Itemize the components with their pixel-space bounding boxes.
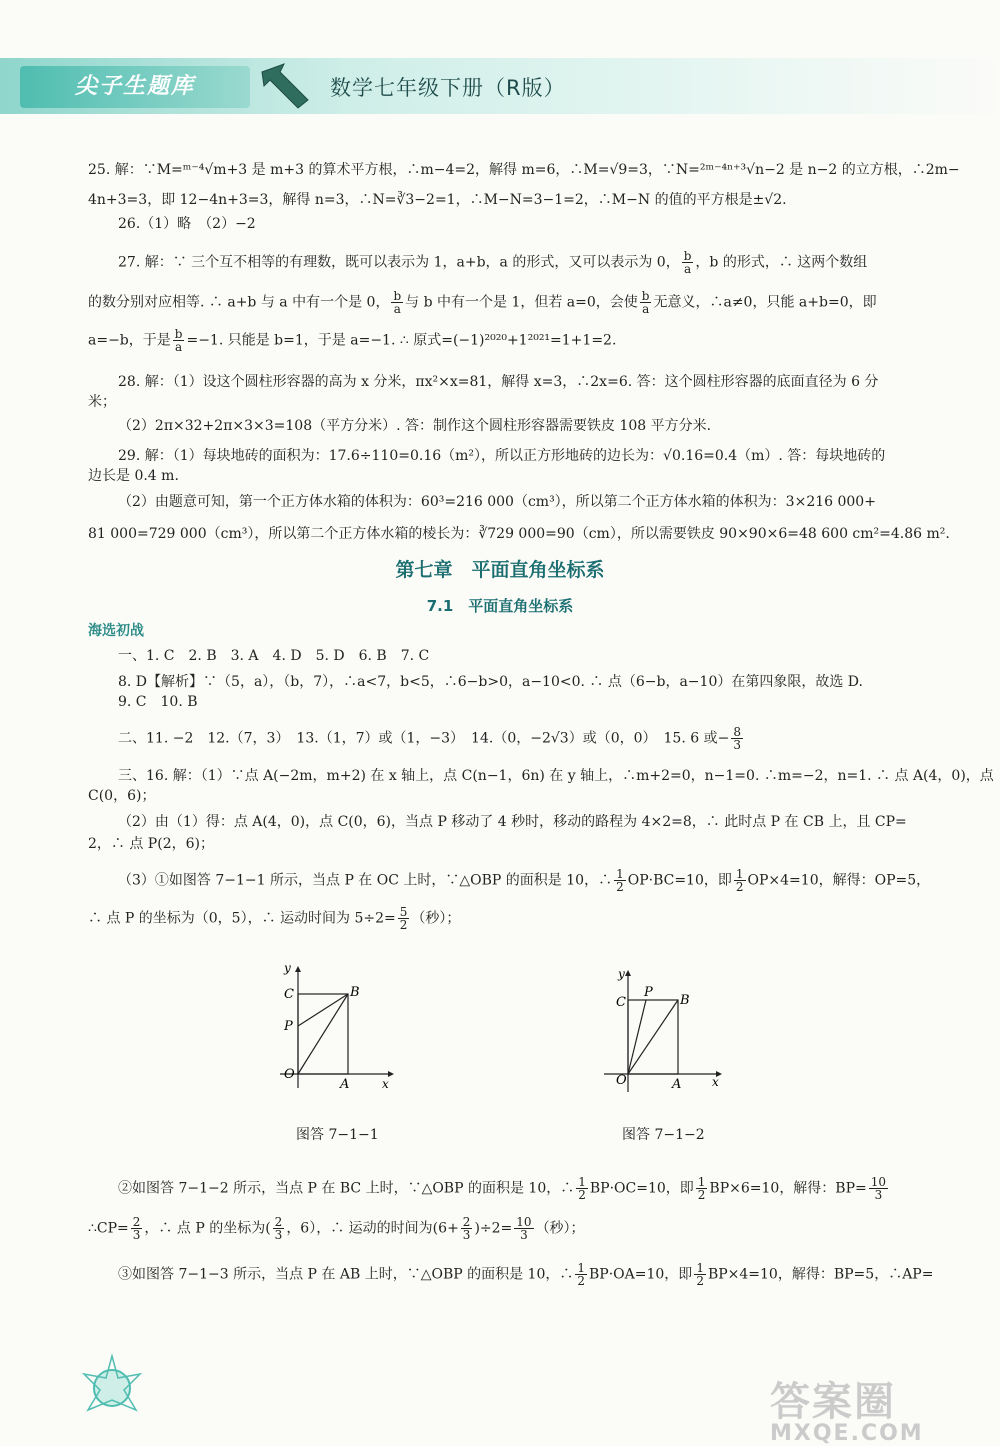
numerator: 2 [274,1215,283,1229]
text: 无意义，∴a≠0，只能 a+b=0，即 [653,294,877,311]
y-axis-arrow [625,970,631,976]
text: 的数分别对应相等. ∴ a+b 与 a 中有一个是 0， [88,294,390,311]
text: ∴CP= [88,1220,129,1237]
denominator: 2 [697,1188,706,1202]
label-P: P [284,1019,293,1034]
text: BP·OA=10，即 [589,1266,693,1283]
denominator: 2 [578,1188,586,1202]
label-y: y [618,967,625,981]
answer-29-line2: 边长是 0.4 m. [88,468,179,484]
numerator: b [174,327,183,341]
denominator: 2 [577,1274,586,1288]
answer-27-line1 [118,250,948,275]
answer-16-line2: C(0，6)； [88,788,156,804]
text: ，6），∴ 运动的时间为 [286,1220,433,1237]
text: a=−b，于是 [88,332,171,349]
denominator: a [393,302,401,316]
text: ②如图答 7−1−2 所示，当点 P 在 BC 上时，∵△OBP 的面积是 10，∴ [118,1180,575,1197]
answer-29-line1: 29. 解：（1）每块地砖的面积为：17.6÷110=0.16（m²），所以正方形地砖的边长为：√0.16=0.4（m）. 答：每块地砖的 [118,448,886,464]
segment-OB [628,1000,678,1074]
numerator: 1 [735,867,744,881]
text: （3）①如图答 7−1−1 所示，当点 P 在 OC 上时，∵△OBP 的面积是 10，∴ [118,872,613,889]
answers-11-15 [118,726,948,751]
numerator: 1 [577,1261,586,1275]
numerator: 10 [516,1215,532,1229]
text: （秒）； [535,1220,585,1237]
numerator: 1 [696,1261,704,1275]
numerator: 8 [733,725,741,739]
text: OP·BC=10，即 [627,872,732,889]
figure-7-1-2 [600,966,730,1096]
fraction [461,1216,473,1241]
answer-16-line5 [118,868,948,893]
page-number-badge-icon [72,1350,162,1420]
denominator: 3 [520,1228,528,1242]
denominator: a [175,340,183,354]
section-tag: 海选初战 [88,623,144,639]
answers-9-10: 9. C 10. B [118,694,198,710]
fraction [131,1216,143,1241]
chapter-title: 第七章 平面直角坐标系 [395,559,605,581]
answer-27-line3 [88,328,948,353]
book-title: 数学七年级下册（R版） [330,76,566,100]
denominator: 3 [274,1228,283,1242]
answer-29-line3: （2）由题意可知，第一个正方体水箱的体积为：60³=216 000（cm³），所以第二个正方体水箱的体积为：3×216 000+ [118,494,876,510]
fraction [731,726,743,751]
numerator: 1 [697,1175,706,1189]
denominator: a [683,262,692,276]
denominator: 3 [733,738,741,752]
answers-1-7: 一、1. C 2. B 3. A 4. D 5. D 6. B 7. C [118,648,430,664]
fraction [273,1216,285,1241]
answer-28-line3: （2）2π×32+2π×3×3=108（平方分米）. 答：制作这个圆柱形容器需要铁皮 108 平方分米. [118,418,712,434]
denominator: 3 [132,1228,141,1242]
text: ，b 的形式，∴ 这两个数组 [695,254,868,271]
denominator: 2 [696,1274,704,1288]
answer-16-line3: （2）由（1）得：点 A(4，0)，点 C(0，6)，当点 P 移动了 4 秒时，移动的路程为 4×2=8，∴ 此时点 P 在 CB 上，且 CP= [118,814,907,830]
section-title: 7.1 平面直角坐标系 [426,597,574,615]
label-x: x [382,1077,389,1090]
text: ÷2= [479,1220,513,1237]
text: 二、11. −2 12.（7，3） 13.（1，7）或（1，−3） 14.（0，−2√3）或（0，0） 15. 6 或− [118,730,730,747]
fraction [614,868,626,893]
text: 与 b 中有一个是 1，但若 a=0，会使 [405,294,638,311]
answer-26: 26.（1）略 （2）−2 [118,216,256,232]
text: =−1. 只能是 b=1，于是 a=−1. ∴ 原式=(−1)²⁰²⁰+1²⁰²¹=1+1=2. [186,332,617,349]
fraction [640,290,652,315]
fraction [694,1262,706,1287]
watermark [770,1370,924,1446]
answer-16-part2-line1 [118,1176,978,1201]
text: BP·OC=10，即 [589,1180,694,1197]
fraction [576,1176,588,1201]
fraction [173,328,185,353]
text: OP×4=10，解得：OP=5， [747,872,931,889]
fraction [398,906,410,931]
segment-OB [298,994,348,1074]
denominator: 2 [735,880,744,894]
segment-PB [298,994,348,1026]
numerator: b [683,249,692,263]
figure-caption-2: 图答 7−1−2 [622,1127,705,1143]
answer-16-part2-line2: ∴CP= $\frac{2}{3}$ ，∴ 点 P 的坐标为( $\frac{2}{3}$ ，6），∴ 运动的时间为(6+ $\frac{2}{3}$ )÷2= $\frac{10}{3}$ （秒）； [88,1215,585,1242]
text: BP×6=10，解得：BP= [709,1180,867,1197]
watermark-url: MXQE.COM [770,1421,924,1446]
numerator: 1 [616,867,624,881]
fraction [869,1176,888,1201]
label-x: x [712,1075,719,1089]
fraction [391,290,403,315]
numerator: b [393,289,402,303]
fraction [575,1262,587,1287]
text: ∴ 点 P 的坐标为（0，5），∴ 运动时间为 5÷2= [88,910,396,927]
numerator: 2 [462,1215,471,1229]
answer-16-line1: 三、16. 解：（1）∵点 A(−2m，m+2) 在 x 轴上，点 C(n−1，6n) 在 y 轴上，∴m+2=0，n−1=0. ∴m=−2，n=1. ∴ 点 A(4，0)，点 [118,768,994,784]
segment-OP [628,1000,646,1074]
fraction [734,868,746,893]
text: ，∴ 点 P 的坐标为 [144,1220,266,1237]
label-A: A [340,1077,350,1090]
label-O: O [616,1073,627,1088]
label-C: C [284,987,294,1002]
text: BP×4=10，解得：BP=5，∴AP= [707,1266,934,1283]
denominator: 3 [462,1228,471,1242]
arrow-icon [258,62,310,110]
figure-caption-1: 图答 7−1−1 [296,1127,379,1143]
numerator: 1 [578,1175,586,1189]
watermark-main: 答案圈 [770,1379,896,1425]
answer-8: 8. D【解析】∵（5，a），（b，7），∴a<7，b<5，∴6−b>0，a−10<0. ∴ 点（6−b，a−10）在第四象限，故选 D. [118,674,863,690]
answer-27-line2 [88,290,948,315]
answer-16-line6 [88,906,948,931]
figure-7-1-1 [270,960,400,1090]
numerator: 10 [870,1175,887,1189]
label-y: y [284,961,291,975]
y-axis-arrow [295,966,301,972]
label-A: A [672,1077,682,1092]
answer-29-line4: 81 000=729 000（cm³），所以第二个正方体水箱的棱长为：∛729 000=90（cm），所以需要铁皮 90×90×6=48 600 cm²=4.86 m². [88,526,950,542]
label-B: B [350,985,360,1000]
text: ③如图答 7−1−3 所示，当点 P 在 AB 上时，∵△OBP 的面积是 10，∴ [118,1266,574,1283]
answer-28-line1: 28. 解：（1）设这个圆柱形容器的高为 x 分米，πx²×x=81，解得 x=3，∴2x=6. 答：这个圆柱形容器的底面直径为 6 分 [118,374,879,390]
answer-16-line4: 2，∴ 点 P(2，6)； [88,836,214,852]
x-axis-arrow [388,1071,394,1077]
fraction [696,1176,708,1201]
text: 6 [438,1220,448,1237]
label-C: C [616,995,626,1010]
label-B: B [680,993,690,1008]
denominator: 2 [616,880,624,894]
brand-logo: 尖子生题库 [20,66,250,108]
fraction [514,1216,533,1241]
text: （秒）； [411,910,461,927]
label-O: O [284,1067,295,1082]
answer-25-line1: 25. 解：∵M=ᵐ⁻⁴√m+3 是 m+3 的算术平方根，∴m−4=2，解得 m=6，∴M=√9=3，∵N=²ᵐ⁻⁴ⁿ⁺³√n−2 是 n−2 的立方根，∴2m− [88,162,960,178]
denominator: a [642,302,650,316]
answer-25-line2: 4n+3=3，即 12−4n+3=3，解得 n=3，∴N=∛3−2=1，∴M−N=3−1=2，∴M−N 的值的平方根是±√2. [88,192,787,208]
numerator: 2 [132,1215,141,1229]
fraction [682,250,694,275]
numerator: 5 [399,905,408,919]
denominator: 2 [399,918,408,932]
denominator: 3 [874,1188,883,1202]
text: 27. 解：∵ 三个互不相等的有理数，既可以表示为 1，a+b，a 的形式，又可以表示为 0， [118,254,680,271]
answer-28-line2: 米； [88,394,116,410]
answer-16-part3-line1 [118,1262,978,1287]
numerator: b [641,289,650,303]
label-P: P [644,985,653,1000]
